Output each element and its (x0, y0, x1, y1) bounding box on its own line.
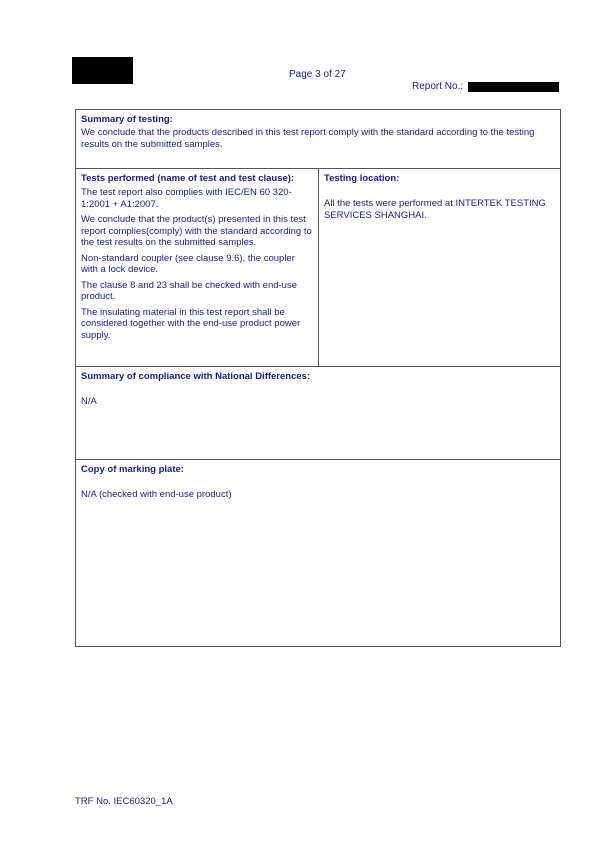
redacted-logo (72, 57, 133, 84)
national-differences-section (75, 366, 561, 460)
testing-location-column (319, 169, 560, 366)
paragraph: We conclude that the product(s) presented in this test report complies(comply) with the standard according to the test results on the submitted samples. (81, 214, 312, 248)
redacted-report-number (468, 82, 559, 92)
section-text: N/A (81, 396, 97, 407)
section-title: Summary of testing: (81, 114, 173, 125)
section-title: Summary of compliance with National Differences: (81, 371, 311, 382)
section-title: Tests performed (name of test and test clause): (81, 173, 295, 184)
marking-plate-section (75, 459, 561, 647)
section-title: Testing location: (324, 173, 400, 184)
tests-performed-column (76, 169, 319, 366)
trf-number: TRF No. IEC60320_1A (75, 796, 173, 807)
paragraph: The clause 8 and 23 shall be checked with end-use product. (81, 279, 297, 302)
section-text: We conclude that the products described in this test report comply with the standard according to the testing results on the submitted samples. (81, 127, 535, 150)
paragraph: The insulating material in this test report shall be considered together with the end-use product power supply. (81, 306, 301, 341)
tests-and-location-section (75, 168, 561, 367)
paragraph: The test report also complies with IEC/EN 60 320-1:2001 + A1:2007. (81, 187, 292, 210)
section-text: All the tests were performed at INTERTEK TESTING SERVICES SHANGHAI. (324, 198, 546, 221)
section-title: Copy of marking plate: (81, 464, 184, 475)
summary-of-testing-section (75, 109, 561, 169)
page-number: Page 3 of 27 (289, 69, 346, 80)
section-text: N/A (checked with end-use product) (81, 489, 232, 500)
report-number-label: Report No.: (412, 81, 464, 92)
paragraph: Non-standard coupler (see clause 9.6), the coupler with a lock device. (81, 252, 295, 275)
